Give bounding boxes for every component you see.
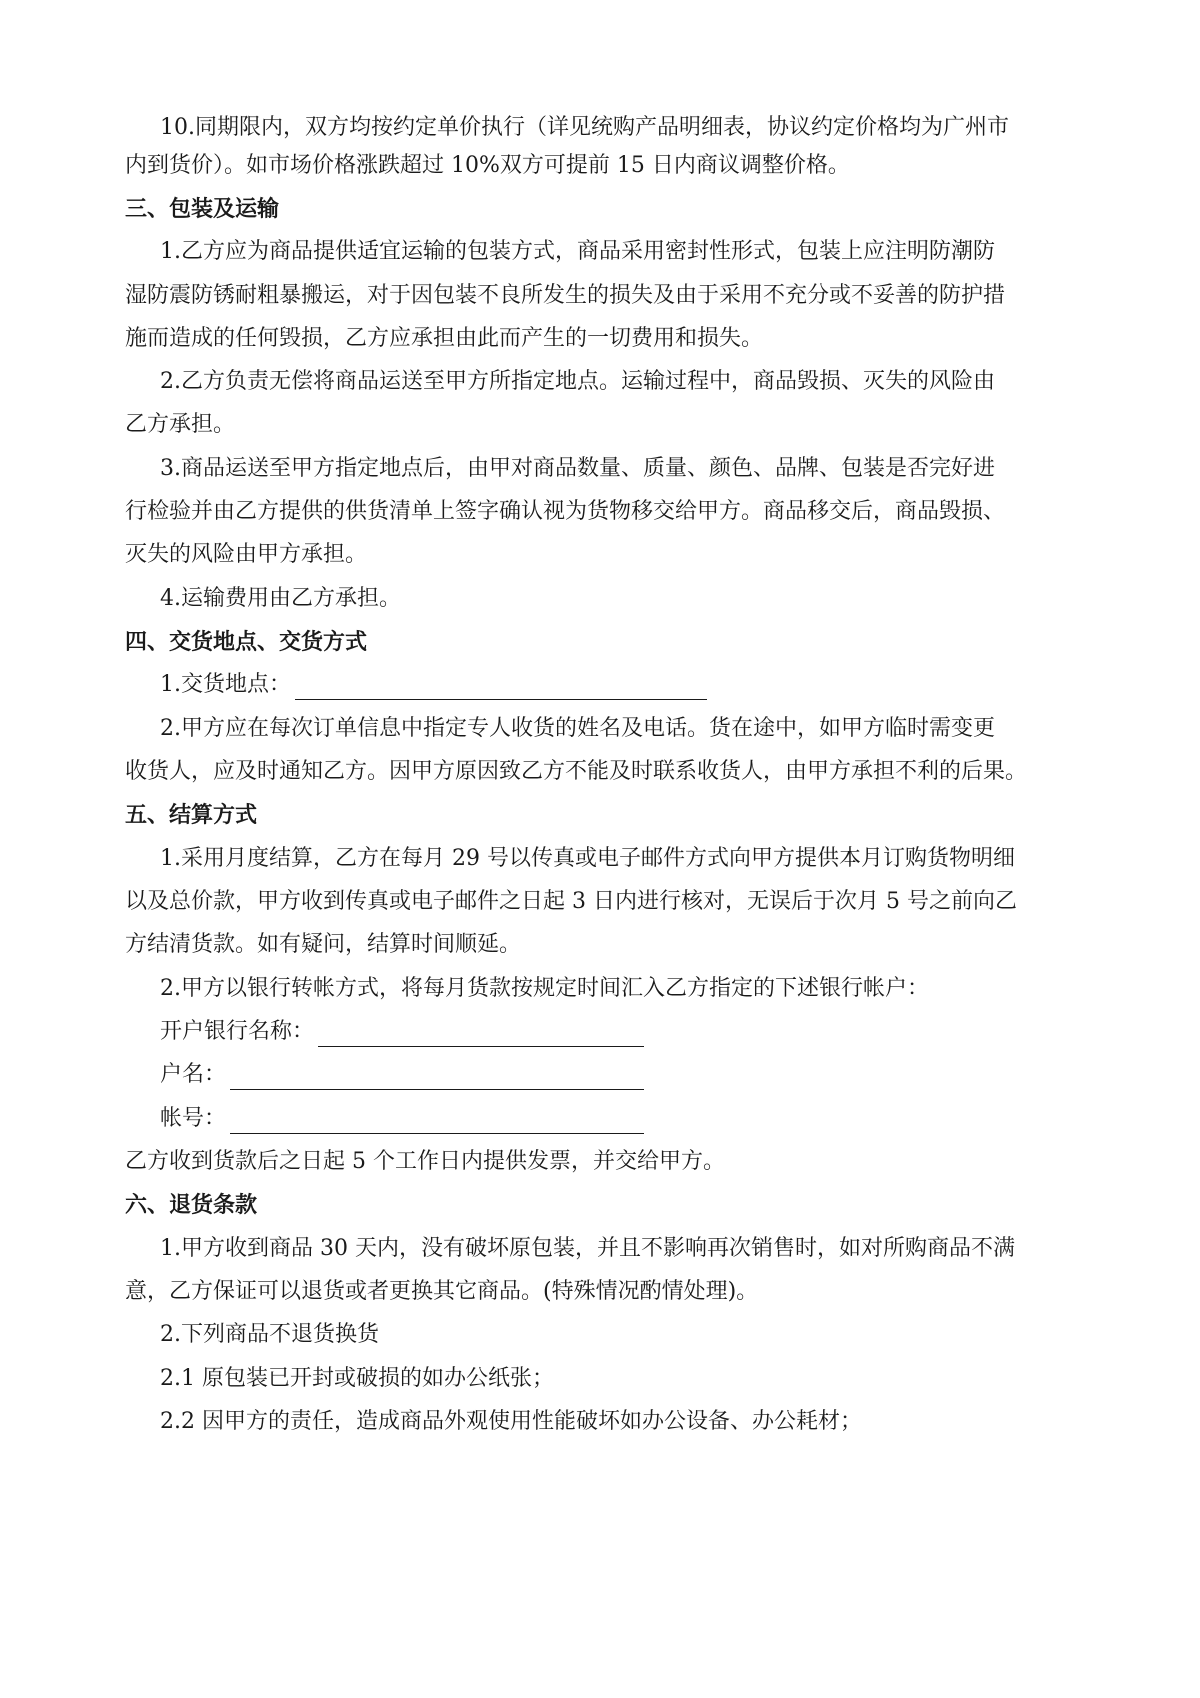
section-heading-returns: 六、退货条款 <box>125 1192 258 1218</box>
delivery-2-line-2: 收货人，应及时通知乙方。因甲方原因致乙方不能及时联系收货人，由甲方承担不利的后果。 <box>125 759 1028 784</box>
account-number-label: 帐号： <box>160 1106 227 1131</box>
packaging-4-line: 4.运输费用由乙方承担。 <box>160 586 401 611</box>
bank-name-row <box>160 1017 644 1047</box>
returns-2-line: 2.下列商品不退货换货 <box>160 1322 379 1347</box>
delivery-location-row <box>160 670 707 700</box>
delivery-2-line-1: 2.甲方应在每次订单信息中指定专人收货的姓名及电话。货在途中，如甲方临时需变更 <box>160 716 995 741</box>
packaging-3-line-3: 灭失的风险由甲方承担。 <box>125 542 368 567</box>
section-heading-delivery: 四、交货地点、交货方式 <box>125 629 368 655</box>
settlement-1-line-3: 方结清货款。如有疑问，结算时间顺延。 <box>125 932 522 957</box>
clause-10-line-2: 内到货价）。如市场价格涨跌超过 10%双方可提前 15 日内商议调整价格。 <box>125 153 850 178</box>
returns-1-line-1: 1.甲方收到商品 30 天内，没有破坏原包装，并且不影响再次销售时，如对所购商品不满 <box>160 1236 1015 1261</box>
account-name-row <box>160 1060 644 1090</box>
delivery-location-blank[interactable] <box>295 675 707 700</box>
delivery-location-label: 1.交货地点： <box>160 672 291 697</box>
bank-name-label: 开户银行名称： <box>160 1019 315 1044</box>
returns-2-2-line: 2.2 因甲方的责任，造成商品外观使用性能破坏如办公设备、办公耗材； <box>160 1409 862 1434</box>
settlement-1-line-1: 1.采用月度结算，乙方在每月 29 号以传真或电子邮件方式向甲方提供本月订购货物明细 <box>160 846 1015 871</box>
account-number-blank[interactable] <box>230 1109 644 1134</box>
packaging-2-line-2: 乙方承担。 <box>125 412 236 437</box>
invoice-line: 乙方收到货款后之日起 5 个工作日内提供发票，并交给甲方。 <box>125 1149 725 1174</box>
account-number-row <box>160 1104 644 1134</box>
returns-1-line-2: 意，乙方保证可以退货或者更换其它商品。(特殊情况酌情处理)。 <box>125 1279 759 1304</box>
returns-2-1-line: 2.1 原包装已开封或破损的如办公纸张； <box>160 1366 554 1391</box>
packaging-1-line-1: 1.乙方应为商品提供适宜运输的包装方式，商品采用密封性形式，包装上应注明防潮防 <box>160 239 995 264</box>
bank-name-blank[interactable] <box>318 1022 644 1047</box>
account-name-label: 户名： <box>160 1062 227 1087</box>
settlement-1-line-2: 以及总价款，甲方收到传真或电子邮件之日起 3 日内进行核对，无误后于次月 5 号之前向乙 <box>125 889 1017 914</box>
section-heading-settlement: 五、结算方式 <box>125 802 258 828</box>
settlement-2-line: 2.甲方以银行转帐方式，将每月货款按规定时间汇入乙方指定的下述银行帐户： <box>160 976 929 1001</box>
section-heading-packaging: 三、包装及运输 <box>125 196 280 222</box>
packaging-2-line-1: 2.乙方负责无偿将商品运送至甲方所指定地点。运输过程中，商品毁损、灭失的风险由 <box>160 369 995 394</box>
account-name-blank[interactable] <box>230 1065 644 1090</box>
packaging-1-line-3: 施而造成的任何毁损，乙方应承担由此而产生的一切费用和损失。 <box>125 326 764 351</box>
packaging-3-line-2: 行检验并由乙方提供的供货清单上签字确认视为货物移交给甲方。商品移交后，商品毁损、 <box>125 499 1006 524</box>
packaging-1-line-2: 湿防震防锈耐粗暴搬运，对于因包装不良所发生的损失及由于采用不充分或不妥善的防护措 <box>125 283 1006 308</box>
clause-10-line-1: 10.同期限内，双方均按约定单价执行（详见统购产品明细表，协议约定价格均为广州市 <box>160 115 1009 140</box>
packaging-3-line-1: 3.商品运送至甲方指定地点后，由甲对商品数量、质量、颜色、品牌、包装是否完好进 <box>160 456 995 481</box>
